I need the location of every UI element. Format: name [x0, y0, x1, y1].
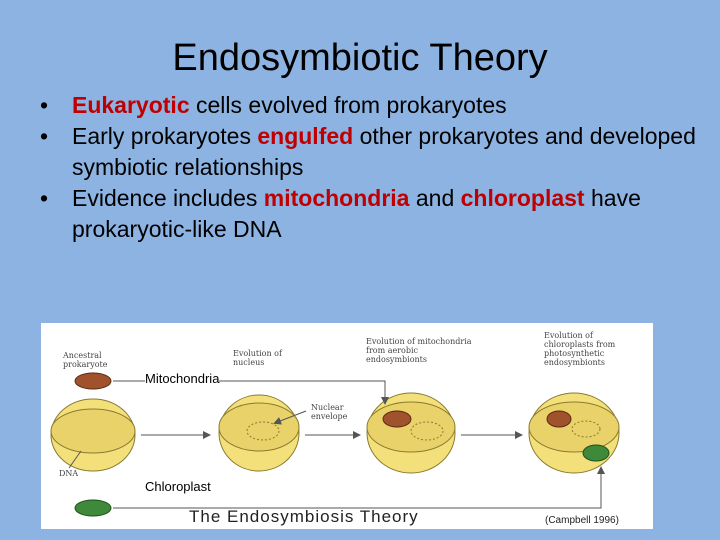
- bullet-item: [34, 90, 704, 121]
- highlighted-term: engulfed: [257, 123, 354, 149]
- chloroplast-callout: Chloroplast: [145, 479, 211, 494]
- highlighted-term: Eukaryotic: [72, 92, 190, 118]
- bullet-item: [34, 121, 704, 183]
- dna-label: DNA: [59, 469, 79, 478]
- cell-stage-3: [367, 393, 455, 473]
- bullet-text: Early prokaryotes: [72, 123, 258, 149]
- bullet-text: have prokaryotic-like DNA: [72, 185, 641, 242]
- cell-stage-4: [529, 393, 619, 473]
- nuclear-envelope-label: Nuclear envelope: [311, 403, 348, 421]
- ancestral-prokaryote-label: Ancestral prokaryote: [63, 351, 108, 369]
- bullet-dot-icon: •: [39, 123, 49, 149]
- bullet-dot-icon: •: [39, 185, 49, 211]
- highlighted-term: chloroplast: [460, 185, 585, 211]
- evolution-mitochondria-label: Evolution of mitochondria from aerobic endosymbionts: [366, 337, 472, 364]
- ancestral-mitochondrion-prokaryote: [75, 373, 111, 389]
- bullet-dot-icon: •: [39, 92, 49, 118]
- bullet-text: and: [409, 185, 461, 211]
- cell-stage-1: [51, 399, 135, 471]
- endosymbiosis-diagram: [41, 323, 653, 529]
- evolution-nucleus-label: Evolution of nucleus: [233, 349, 282, 367]
- evolution-chloroplast-label: Evolution of chloroplasts from photosynthetic endosymbionts: [544, 331, 616, 367]
- bullet-item: [34, 183, 704, 245]
- bullet-text: Evidence includes: [72, 185, 264, 211]
- bullet-text: cells evolved from prokaryotes: [189, 92, 507, 118]
- highlighted-term: mitochondria: [263, 185, 410, 211]
- diagram-credit: (Campbell 1996): [545, 515, 619, 526]
- bullet-text: other prokaryotes and developed symbiotic relationships: [72, 123, 696, 180]
- cell-stage-2: [219, 395, 299, 471]
- ancestral-chloroplast-prokaryote: [75, 500, 111, 516]
- diagram-caption: The Endosymbiosis Theory: [189, 507, 419, 526]
- mitochondria-callout: Mitochondria: [145, 371, 220, 386]
- slide-title: Endosymbiotic Theory: [172, 37, 548, 79]
- bullet-list: [34, 90, 704, 245]
